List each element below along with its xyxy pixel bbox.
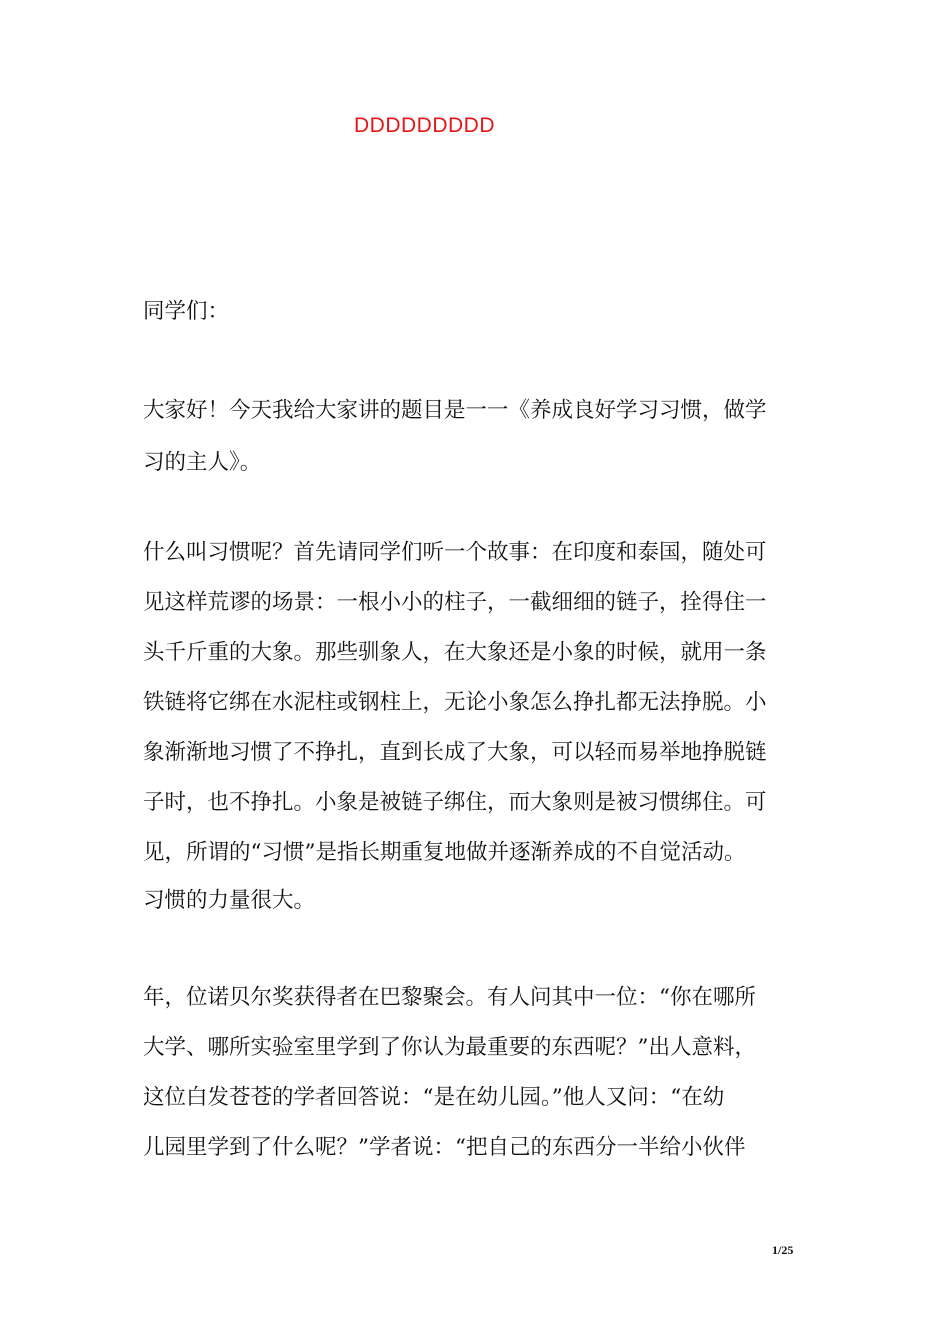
paragraph-line: 子时，也不挣扎。小象是被链子绑住，而大象则是被习惯绑住。可 bbox=[143, 790, 767, 815]
paragraph-line: 见这样荒谬的场景：一根小小的柱子，一截细细的链子，拴得住一 bbox=[143, 590, 767, 615]
paragraph-line: 儿园里学到了什么呢？”学者说：“把自己的东西分一半给小伙伴 bbox=[143, 1135, 746, 1160]
page-number: 1/25 bbox=[772, 1243, 794, 1257]
paragraph-line: 铁链将它绑在水泥柱或钢柱上，无论小象怎么挣扎都无法挣脱。小 bbox=[143, 690, 767, 715]
paragraph-line: 这位白发苍苍的学者回答说：“是在幼儿园。”他人又问：“在幼 bbox=[143, 1085, 725, 1110]
paragraph-line: 年，位诺贝尔奖获得者在巴黎聚会。有人问其中一位：“你在哪所 bbox=[143, 985, 756, 1010]
paragraph-line: 大学、哪所实验室里学到了你认为最重要的东西呢？”出人意料， bbox=[143, 1035, 756, 1060]
header-title: DDDDDDDDD bbox=[354, 114, 495, 137]
paragraph-line: 习惯的力量很大。 bbox=[143, 888, 316, 913]
paragraph-line: 象渐渐地习惯了不挣扎，直到长成了大象，可以轻而易举地挣脱链 bbox=[143, 740, 767, 765]
paragraph-line: 什么叫习惯呢？首先请同学们听一个故事：在印度和泰国，随处可 bbox=[143, 540, 767, 565]
paragraph-line: 头千斤重的大象。那些驯象人，在大象还是小象的时候，就用一条 bbox=[143, 640, 767, 665]
paragraph-line: 见，所谓的“习惯”是指长期重复地做并逐渐养成的不自觉活动。 bbox=[143, 840, 746, 865]
salutation-line: 同学们： bbox=[143, 299, 230, 324]
paragraph-line: 大家好！今天我给大家讲的题目是一一《养成良好学习习惯，做学 bbox=[143, 398, 767, 423]
paragraph-line: 习的主人》。 bbox=[143, 450, 262, 475]
